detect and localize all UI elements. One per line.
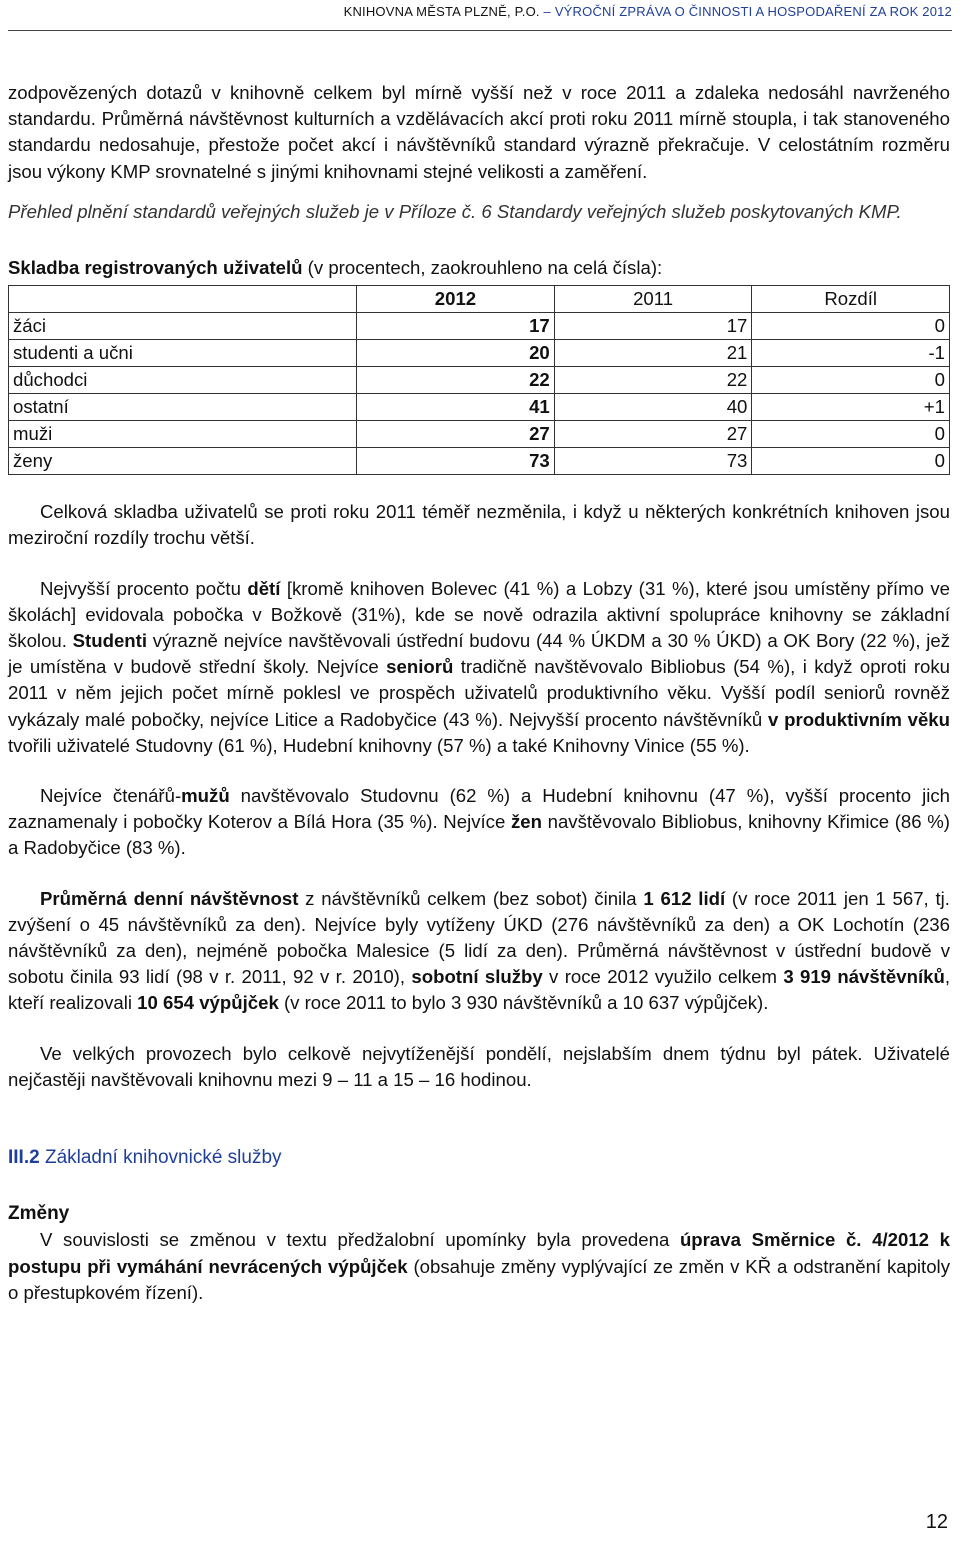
paragraph-gender <box>8 783 950 862</box>
row-label: studenti a učni <box>9 340 357 367</box>
row-2012: 22 <box>357 367 555 394</box>
table-row <box>9 448 950 475</box>
page-content <box>8 80 950 1306</box>
text-run: , kteří realizovali <box>8 966 950 1014</box>
bold-run: sobotní služby <box>411 966 543 988</box>
bold-run: 1 612 lidí <box>643 887 726 909</box>
row-2012: 27 <box>357 421 555 448</box>
row-label: důchodci <box>9 367 357 394</box>
row-2011: 27 <box>554 421 752 448</box>
header-report: VÝROČNÍ ZPRÁVA O ČINNOSTI A HOSPODAŘENÍ ZA ROK 2012 <box>554 4 952 19</box>
paragraph-daily-attendance <box>8 886 950 1017</box>
bold-run: v produktivním věku <box>768 708 950 730</box>
text-run: Nejvíce čtenářů- <box>40 785 182 807</box>
paragraph-standards: zodpovězených dotazů v knihovně celkem byl mírně vyšší než v roce 2011 a zdaleka nedosáhl navrženého standardu. Průměrná návštěvnost kulturních a vzdělávacích akcí proti roku 2011 mírně stoupla, i tak stanoveného standardu nedosahuje, přestože počet akcí i návštěvníků standard výrazně překračuje. V celostátním rozměru jsou výkony KMP srovnatelné s jinými knihovnami stejné velikosti a zaměření. <box>8 82 950 182</box>
row-2012: 17 <box>357 313 555 340</box>
table-header-row <box>9 286 950 313</box>
text-run: (v roce 2011 jen 1 567, tj. zvýšení o 45 návštěvníků za den). Nejvíce byly vytíženy ÚKD (276 návštěvníků za den) a OK Lochotín (236 návštěvníků za den), nejméně pobočka Malesice (5 lidí za den). Průměrná návštěvnost v ústřední budově v sobotu činila 93 lidí (98 v r. 2011, 92 v r. 2010), <box>8 887 950 988</box>
row-2011: 40 <box>554 394 752 421</box>
row-2012: 20 <box>357 340 555 367</box>
bold-run: úprava Směrnice č. 4/2012 k postupu při vymáhání nevrácených výpůjček <box>8 1229 951 1277</box>
header-dash: – <box>539 4 555 19</box>
bold-run: dětí <box>247 577 281 599</box>
page-number: 12 <box>925 1511 948 1533</box>
row-diff: +1 <box>752 394 950 421</box>
paragraph-user-groups <box>8 576 950 759</box>
row-2011: 21 <box>554 340 752 367</box>
row-diff: 0 <box>752 313 950 340</box>
text-run: v roce 2012 využilo celkem <box>542 966 784 988</box>
paragraph-changes <box>8 1227 950 1306</box>
section-number: III.2 <box>8 1147 40 1169</box>
changes-heading: Změny <box>8 1203 70 1225</box>
row-2012: 73 <box>357 448 555 475</box>
section-title: Základní knihovnické služby <box>39 1147 282 1169</box>
text-run: tradičně navštěvovalo Bibliobus (54 %), i když oproti roku 2011 v něm jejich počet mírně poklesl ve prospěch uživatelů produktivního věku. Vyšší podíl seniorů rovněž vykázaly malé pobočky, nejvíce Litice a Radobyčice (43 %). Nejvyšší procento návštěvníků <box>8 656 950 730</box>
row-diff: 0 <box>752 421 950 448</box>
table-row <box>9 313 950 340</box>
bold-run: mužů <box>181 785 230 807</box>
text-run: Nejvyšší procento počtu <box>40 577 248 599</box>
row-label: žáci <box>9 313 357 340</box>
bold-run: Studenti <box>72 630 148 652</box>
paragraph-overall-structure: Celková skladba uživatelů se proti roku 2011 téměř nezměnila, i když u některých konkrétních knihoven jsou meziroční rozdíly trochu větší. <box>8 501 950 549</box>
header-org: KNIHOVNA MĚSTA PLZNĚ, P.O. <box>343 4 540 19</box>
running-header <box>344 4 952 19</box>
table-row <box>9 340 950 367</box>
section-heading <box>8 1145 950 1171</box>
table-caption <box>8 255 950 281</box>
row-diff: -1 <box>752 340 950 367</box>
row-2011: 17 <box>554 313 752 340</box>
text-run: V souvislosti se změnou v textu předžalobní upomínky byla provedena <box>40 1229 680 1251</box>
bold-run: seniorů <box>386 656 454 678</box>
table-caption-rest: (v procentech, zaokrouhleno na celá čísla): <box>302 257 663 279</box>
text-run: (obsahuje změny vyplývající ze změn v KŘ a odstranění kapitoly o přestupkovém řízení). <box>8 1255 950 1303</box>
row-diff: 0 <box>752 448 950 475</box>
text-run: (v roce 2011 to bylo 3 930 návštěvníků a 10 637 výpůjček). <box>278 992 769 1014</box>
text-run: tvořili uživatelé Studovny (61 %), Hudební knihovny (57 %) a také Knihovny Vinice (55 %). <box>8 734 750 756</box>
text-run: [kromě knihoven Bolevec (41 %) a Lobzy (31 %), které jsou umístěny přímo ve školách] evidovala pobočka v Božkově (31%), kde se nově odrazila aktivní spolupráce knihovny se základní školou. <box>8 577 950 652</box>
text-run: navštěvovalo Studovnu (62 %) a Hudební knihovnu (47 %), vyšší procento jich zaznamenaly i pobočky Koterov a Bílá Hora (35 %). Nejvíce <box>8 785 950 833</box>
row-2012: 41 <box>357 394 555 421</box>
bold-run: 10 654 výpůjček <box>137 992 279 1014</box>
text-run: z návštěvníků celkem (bez sobot) činila <box>298 887 644 909</box>
table-caption-bold: Skladba registrovaných uživatelů <box>8 257 303 279</box>
table-row <box>9 394 950 421</box>
bold-run: Průměrná denní návštěvnost <box>40 887 299 909</box>
table-row <box>9 421 950 448</box>
row-2011: 22 <box>554 367 752 394</box>
bold-run: 3 919 návštěvníků <box>783 966 945 988</box>
text-run: navštěvovalo Bibliobus, knihovny Křimice (86 %) a Radobyčice (83 %). <box>8 811 950 859</box>
user-structure-table <box>8 285 950 475</box>
bold-run: žen <box>510 811 542 833</box>
header-rule <box>8 30 952 31</box>
row-label: ostatní <box>9 394 357 421</box>
table-header-2012: 2012 <box>357 286 555 313</box>
table-header-2011: 2011 <box>554 286 752 313</box>
paragraph-appendix-ref: Přehled plnění standardů veřejných služeb je v Příloze č. 6 Standardy veřejných služeb poskytovaných KMP. <box>8 200 902 222</box>
table-header-diff: Rozdíl <box>752 286 950 313</box>
table-row <box>9 367 950 394</box>
row-2011: 73 <box>554 448 752 475</box>
row-diff: 0 <box>752 367 950 394</box>
table-header-label <box>9 286 357 313</box>
paragraph-weekdays: Ve velkých provozech bylo celkově nejvytíženější pondělí, nejslabším dnem týdnu byl pátek. Uživatelé nejčastěji navštěvovali knihovnu mezi 9 – 11 a 15 – 16 hodinou. <box>8 1042 950 1090</box>
text-run: výrazně nejvíce navštěvovali ústřední budovu (44 % ÚKDM a 30 % ÚKD) a OK Bory (22 %), jež je umístěna v budově střední školy. Nejvíce <box>8 630 950 678</box>
row-label: ženy <box>9 448 357 475</box>
row-label: muži <box>9 421 357 448</box>
